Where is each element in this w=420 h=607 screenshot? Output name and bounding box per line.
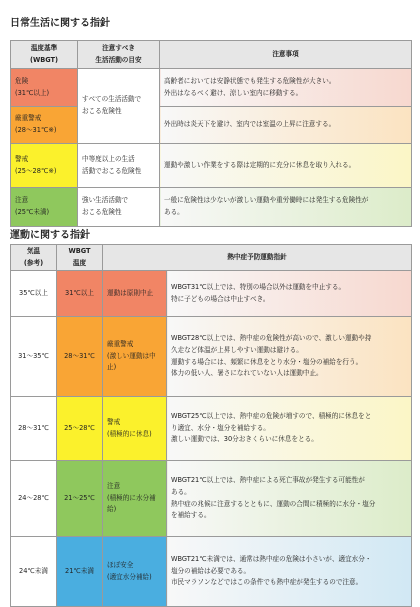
notes-severe: 外出時は炎天下を避け、室内では室温の上昇に注意する。: [160, 107, 412, 144]
wbgt-severe: 28〜31℃: [57, 317, 103, 397]
activity-shared: すべての生活活動で おこる危険性: [78, 69, 160, 144]
header-air-temp: 気温 (参考): [11, 245, 57, 271]
header-temperature: 温度基準 (WBGT): [11, 41, 78, 69]
notes-severe-exercise: WBGT28℃以上では、熱中症の危険性が高いので、激しい運動や持 久走など体温が上昇しやすい運動は避ける。 運動する場合には、頻繁に休息をとり水分・塩分の補給を行う。 体力の低い人、暑さになれていない人は運動中止。: [167, 317, 412, 397]
activity-warning: 中等度以上の生活 活動でおこる危険性: [78, 144, 160, 188]
temp-safe: 24℃未満: [11, 537, 57, 607]
level-caution-exercise: 注意 (積極的に水分補給): [103, 461, 167, 537]
notes-warning: 運動や激しい作業をする際は定期的に充分に休息を取り入れる。: [160, 144, 412, 188]
level-warning: 警戒 (25〜28℃※): [11, 144, 78, 188]
daily-life-table: [10, 40, 412, 227]
temp-stop: 35℃以上: [11, 271, 57, 317]
header-activity: 注意すべき 生活活動の目安: [78, 41, 160, 69]
notes-safe: WBGT21℃未満では、通常は熱中症の危険は小さいが、適宜水分・ 塩分の補給は必要である。 市民マラソンなどではこの条件でも熱中症が発生するので注意。: [167, 537, 412, 607]
header-notes: 注意事項: [160, 41, 412, 69]
level-severe: 厳重警戒 (28〜31℃※): [11, 107, 78, 144]
notes-warning-exercise: WBGT25℃以上では、熱中症の危険が増すので、積極的に休息をと り適宜、水分・塩分を補給する。 激しい運動では、30分おきくらいに休息をとる。: [167, 397, 412, 461]
wbgt-warning: 25〜28℃: [57, 397, 103, 461]
wbgt-stop: 31℃以上: [57, 271, 103, 317]
section2-title: 運動に関する指針: [10, 230, 90, 241]
notes-caution: 一般に危険性は少ないが激しい運動や重労働時には発生する危険性が ある。: [160, 188, 412, 227]
level-danger: 危険 (31℃以上): [11, 69, 78, 107]
level-safe: ほぼ安全 (適宜水分補給): [103, 537, 167, 607]
exercise-table: [10, 244, 412, 607]
temp-caution: 24〜28℃: [11, 461, 57, 537]
section1-title: 日常生活に関する指針: [10, 18, 110, 29]
header-guideline: 熱中症予防運動指針: [103, 245, 412, 271]
level-caution: 注意 (25℃未満): [11, 188, 78, 227]
level-stop: 運動は原則中止: [103, 271, 167, 317]
wbgt-safe: 21℃未満: [57, 537, 103, 607]
activity-caution: 強い生活活動で おこる危険性: [78, 188, 160, 227]
header-wbgt: WBGT 温度: [57, 245, 103, 271]
temp-warning: 28〜31℃: [11, 397, 57, 461]
level-warning-exercise: 警戒 (積極的に休息): [103, 397, 167, 461]
temp-severe: 31〜35℃: [11, 317, 57, 397]
wbgt-caution: 21〜25℃: [57, 461, 103, 537]
notes-caution-exercise: WBGT21℃以上では、熱中症による死亡事故が発生する可能性が ある。 熱中症の兆候に注意するとともに、運動の合間に積極的に水分・塩分 を補給する。: [167, 461, 412, 537]
notes-danger: 高齢者においては安静状態でも発生する危険性が大きい。 外出はなるべく避け、涼しい室内に移動する。: [160, 69, 412, 107]
notes-stop: WBGT31℃以上では、特別の場合以外は運動を中止する。 特に子どもの場合は中止すべき。: [167, 271, 412, 317]
level-severe-exercise: 厳重警戒 (激しい運動は中止): [103, 317, 167, 397]
